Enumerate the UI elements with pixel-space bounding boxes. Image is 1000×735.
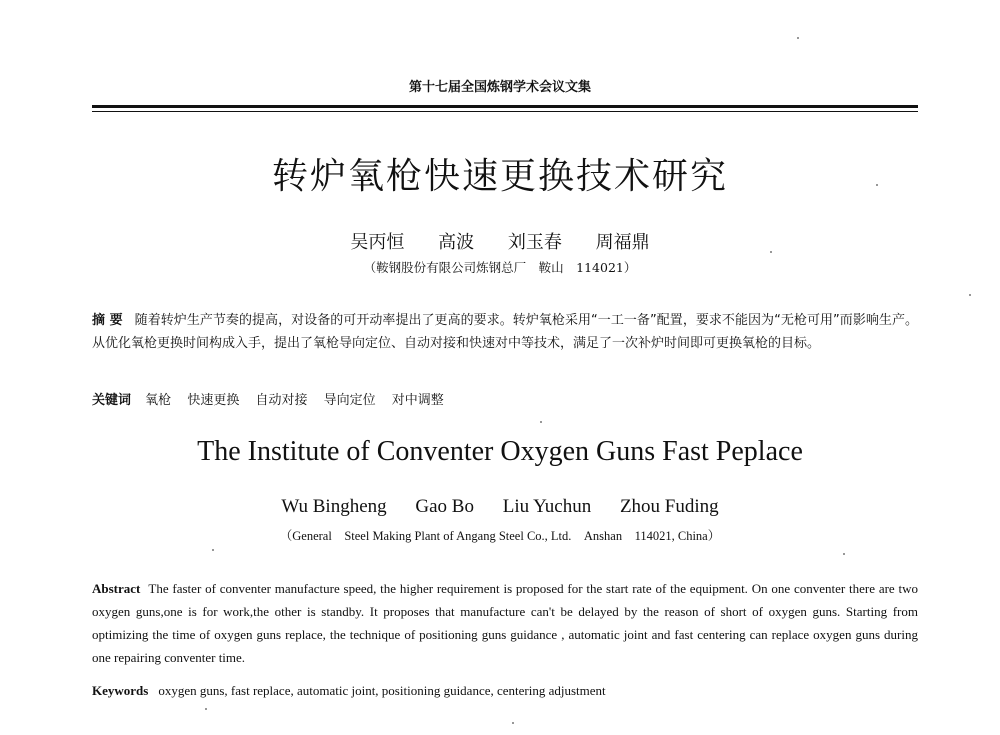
header-rule-thick	[92, 105, 918, 108]
proceedings-header: 第十七届全国炼钢学术会议文集	[408, 80, 591, 95]
english-abstract-label: Abstract	[92, 581, 141, 596]
scan-speck	[212, 549, 214, 551]
english-authors	[0, 496, 1000, 518]
scan-speck	[843, 553, 845, 555]
scan-speck	[876, 184, 878, 186]
chinese-abstract-label: 摘 要	[92, 313, 123, 328]
chinese-abstract-text: 随着转炉生产节奏的提高，对设备的可开动率提出了更高的要求。转炉氧枪采用“一工一备”配置，要求不能因为“无枪可用”而影响生产。从优化氧枪更换时间构成入手，提出了氧枪导向定位、自动对接和快速对中等技术，满足了一次补炉时间即可更换氧枪的目标。	[92, 313, 918, 351]
english-keywords-text: oxygen guns, fast replace, automatic joint, positioning guidance, centering adjustment	[158, 683, 606, 698]
chinese-author: 周福鼎	[595, 232, 650, 253]
english-keywords	[92, 683, 918, 699]
chinese-title: 转炉氧枪快速更换技术研究	[271, 156, 728, 197]
english-affiliation: （General Steel Making Plant of Angang Steel Co., Ltd. Anshan 114021, China）	[279, 529, 721, 543]
english-abstract	[92, 577, 918, 669]
english-author: Liu Yuchun	[502, 496, 592, 517]
english-abstract-text: The faster of conventer manufacture speed, the higher requirement is proposed for the start rate of the equipment. On one conventer there are two oxygen guns,one is for work,the other is standby. It proposes that manufacture can't be delayed by the reason of short of oxygen guns. Starting from optimizing the time of oxygen guns replace, the technique of positioning guns guidance , automatic joint and fast centering can replace oxygen guns during one repairing conventer time.	[92, 581, 918, 665]
scan-speck	[770, 251, 772, 253]
scan-speck	[969, 294, 971, 296]
chinese-author: 吴丙恒	[350, 232, 405, 253]
chinese-keyword: 氧枪	[145, 393, 172, 408]
chinese-keywords	[92, 389, 918, 408]
scan-speck	[512, 722, 514, 724]
scan-speck	[540, 421, 542, 423]
chinese-keywords-label: 关键词	[92, 393, 132, 408]
header-rule-thin	[92, 111, 918, 112]
chinese-keyword: 导向定位	[323, 393, 376, 408]
english-keywords-label: Keywords	[92, 683, 149, 698]
scan-speck	[797, 37, 799, 39]
english-author: Gao Bo	[415, 496, 474, 517]
chinese-abstract	[92, 309, 918, 355]
english-author: Zhou Fuding	[619, 496, 719, 517]
chinese-author: 高波	[438, 232, 475, 253]
chinese-affiliation: （鞍钢股份有限公司炼钢总厂 鞍山 114021）	[363, 260, 637, 275]
english-author: Wu Bingheng	[281, 496, 387, 517]
english-title: The Institute of Conventer Oxygen Guns Fast Peplace	[197, 436, 803, 467]
chinese-keyword: 快速更换	[187, 393, 240, 408]
chinese-keyword: 自动对接	[255, 393, 308, 408]
chinese-author: 刘玉春	[507, 232, 562, 253]
chinese-keyword: 对中调整	[391, 393, 444, 408]
scan-speck	[205, 708, 207, 710]
chinese-authors	[0, 228, 1000, 254]
